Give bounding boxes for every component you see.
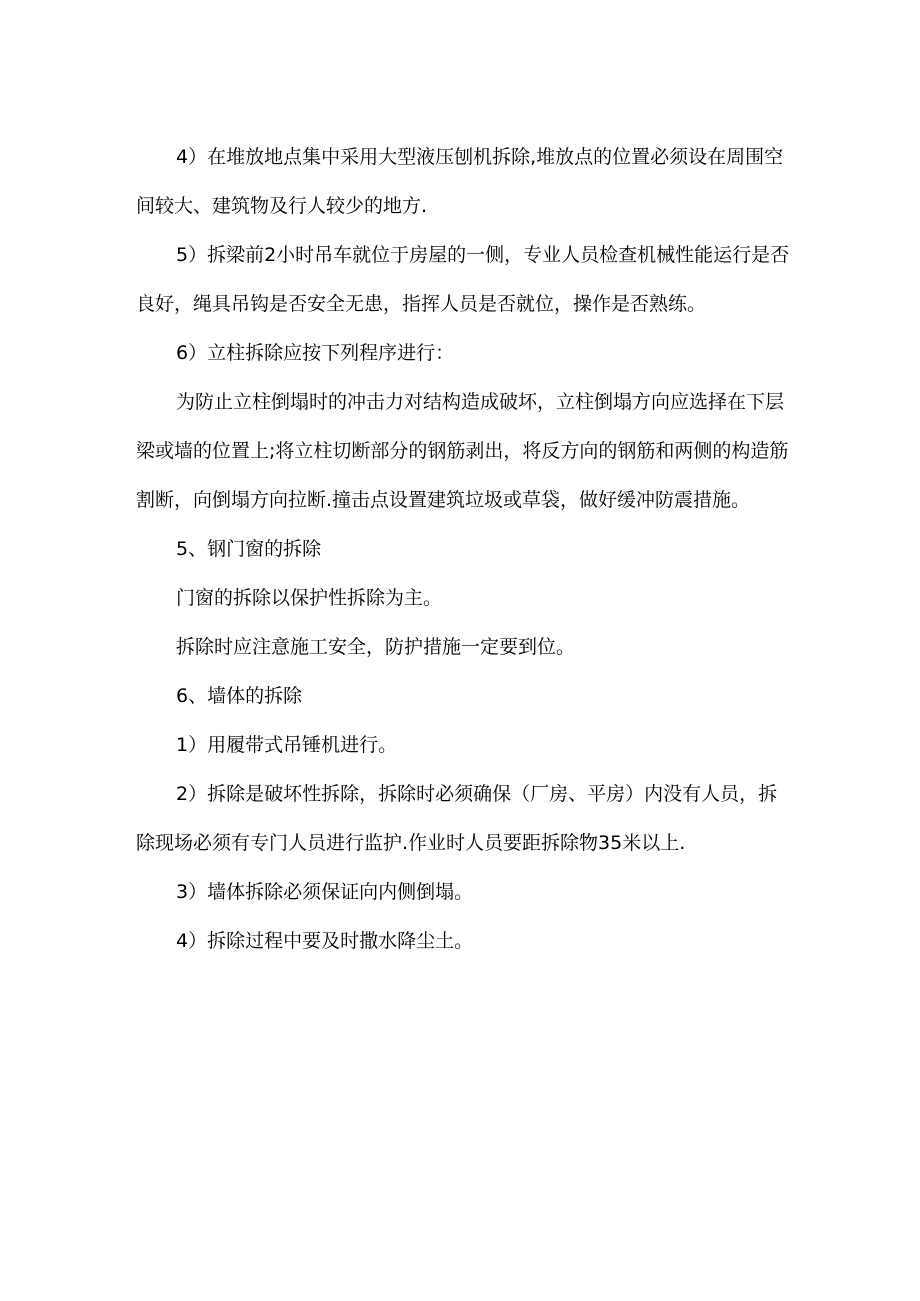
paragraph-column-procedure: 为防止立柱倒塌时的冲击力对结构造成破坏，立柱倒塌方向应选择在下层梁或墙的位置上;将立柱切断部分的钢筋剥出，将反方向的钢筋和两侧的构造筋割断，向倒塌方向拉断.撞击点设置建筑垃圾或草袋，做好缓冲防震措施。 [136,391,789,511]
paragraph-step-6-column-removal: 6）立柱拆除应按下列程序进行： [176,342,455,364]
paragraph-wall-step-3: 3）墙体拆除必须保证向内侧倒塌。 [176,881,474,903]
paragraph-wall-step-2: 2）拆除是破坏性拆除，拆除时必须确保（厂房、平房）内没有人员，拆除现场必须有专门人员进行监护.作业时人员要距拆除物35米以上. [136,783,778,854]
paragraph-wall-step-1: 1）用履带式吊锤机进行。 [176,734,398,756]
paragraph-step-5-beam-removal: 5）拆梁前2小时吊车就位于房屋的一侧，专业人员检查机械性能运行是否良好，绳具吊钩是否安全无患，指挥人员是否就位，操作是否熟练。 [136,244,790,315]
section-heading-wall-removal: 6、墙体的拆除 [176,685,303,707]
paragraph-window-safety: 拆除时应注意施工安全，防护措施一定要到位。 [176,636,576,658]
paragraph-wall-step-4: 4）拆除过程中要及时撒水降尘土。 [176,930,474,952]
paragraph-window-protective-removal: 门窗的拆除以保护性拆除为主。 [176,587,443,609]
document-body [136,133,791,966]
paragraph-step-4-stacking: 4）在堆放地点集中采用大型液压刨机拆除,堆放点的位置必须设在周围空间较大、建筑物及行人较少的地方. [136,146,784,217]
section-heading-steel-windows: 5、钢门窗的拆除 [176,538,322,560]
